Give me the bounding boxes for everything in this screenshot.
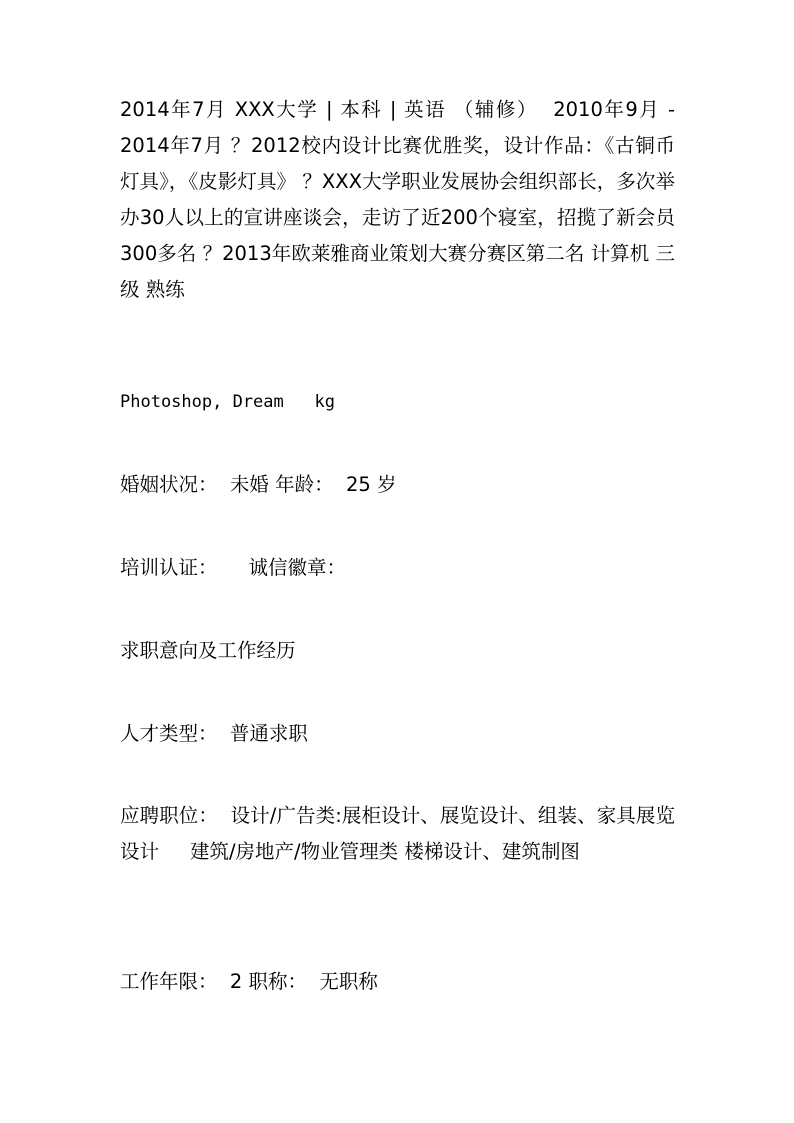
job-intention-heading: 求职意向及工作经历 [120,639,296,662]
software-skills-line: Photoshop, Dream kg [120,392,335,412]
training-certification-line: 培训认证： 诚信徽章： [120,556,346,579]
talent-type-line: 人才类型： 普通求职 [120,722,308,745]
applied-positions-paragraph: 应聘职位： 设计/广告类:展柜设计、展览设计、组装、家具展览设计 建筑/房地产/物业管理类 楼梯设计、建筑制图 [120,804,675,863]
marital-age-line: 婚姻状况： 未婚 年龄： 25 岁 [120,473,397,496]
work-experience-line: 工作年限： 2 职称： 无职称 [120,970,378,993]
education-activities-paragraph: 2014年7月 XXX大学 | 本科 | 英语 （辅修） 2010年9月 - 2014年7月 ？2012校内设计比赛优胜奖，设计作品：《古铜币灯具》，《皮影灯具》 ？XXX大学职业发展协会组织部长，多次举办30人以上的宣讲座谈会，走访了近200个寝室，招揽了新会员300多名 ？2013年欧莱雅商业策划大赛分赛区第二名 计算机 三级 熟练 [120,98,682,301]
